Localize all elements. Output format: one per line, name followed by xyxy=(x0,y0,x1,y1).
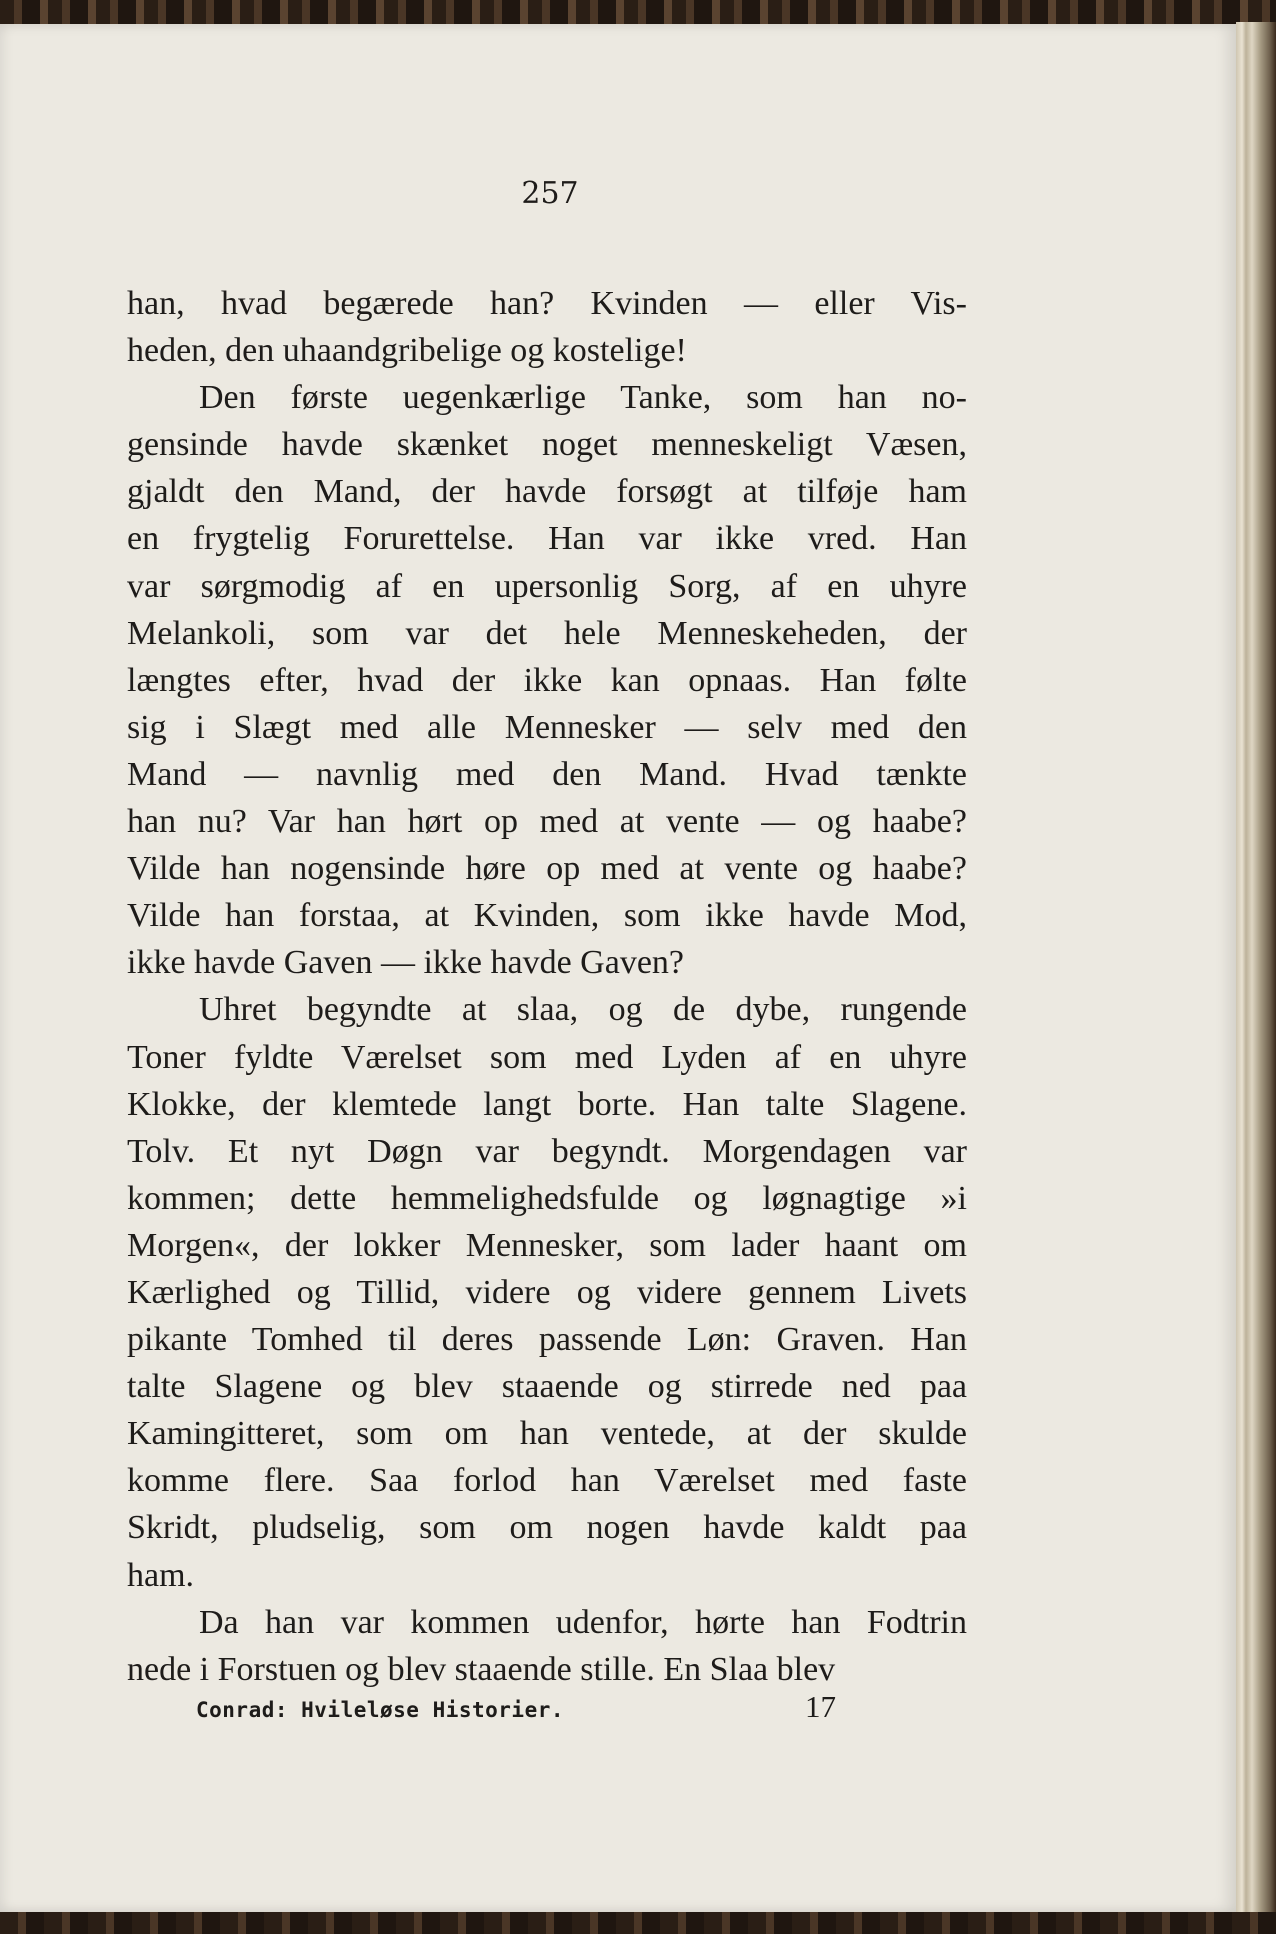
text-line: Toner fyldte Værelset som med Lyden af en uhyre xyxy=(127,1038,967,1076)
text-line: Uhret begyndte at slaa, og de dybe, rungende xyxy=(199,991,967,1029)
paragraph xyxy=(127,280,967,374)
book-bottom-edge xyxy=(0,1912,1276,1934)
text-line: var sørgmodig af en upersonlig Sorg, af en uhyre xyxy=(127,567,967,605)
body-text xyxy=(127,280,967,1693)
text-line: Vilde han nogensinde høre op med at vente og haabe? xyxy=(127,850,967,888)
book-page-edges xyxy=(1236,22,1276,1912)
text-line: han, hvad begærede han? Kvinden — eller Vis- xyxy=(127,285,967,322)
text-line: Den første uegenkærlige Tanke, som han no- xyxy=(199,379,967,417)
text-line: Morgen«, der lokker Mennesker, som lader haant om xyxy=(127,1226,967,1264)
text-line: sig i Slægt med alle Mennesker — selv med den xyxy=(127,708,967,746)
text-line: Vilde han forstaa, at Kvinden, som ikke havde Mod, xyxy=(127,897,967,935)
text-line: Tolv. Et nyt Døgn var begyndt. Morgendagen var xyxy=(127,1132,967,1170)
text-line: en frygtelig Forurettelse. Han var ikke vred. Han xyxy=(127,520,967,558)
text-line: ham. xyxy=(127,1556,195,1594)
page-footer xyxy=(196,1689,836,1725)
text-line: Kamingitteret, som om han ventede, at der skulde xyxy=(127,1415,967,1453)
text-line: Mand — navnlig med den Mand. Hvad tænkte xyxy=(127,755,967,793)
text-line: gensinde havde skænket noget menneskeligt Væsen, xyxy=(127,426,967,464)
text-line: han nu? Var han hørt op med at vente — og haabe? xyxy=(127,803,967,841)
text-line: Melankoli, som var det hele Menneskeheden, der xyxy=(127,614,967,652)
text-line: talte Slagene og blev staaende og stirrede ned paa xyxy=(127,1368,967,1406)
text-line: ikke havde Gaven — ikke havde Gaven? xyxy=(127,944,684,982)
footer-signature: Conrad: Hvileløse Historier. xyxy=(196,1698,565,1722)
text-line: heden, den uhaandgribelige og kostelige! xyxy=(127,332,687,370)
text-line: Kærlighed og Tillid, videre og videre gennem Livets xyxy=(127,1273,967,1311)
paragraph xyxy=(127,986,967,1598)
text-line: kommen; dette hemmelighedsfulde og løgnagtige »i xyxy=(127,1179,967,1217)
book-top-edge xyxy=(0,0,1276,26)
paragraph xyxy=(127,1599,967,1693)
text-line: nede i Forstuen og blev staaende stille. En Slaa blev xyxy=(127,1650,836,1688)
page-number: 257 xyxy=(521,176,579,211)
text-line: gjaldt den Mand, der havde forsøgt at tilføje ham xyxy=(127,473,967,511)
footer-sheet-number: 17 xyxy=(805,1689,836,1724)
text-line: Skridt, pludselig, som om nogen havde kaldt paa xyxy=(127,1509,967,1547)
text-line: Klokke, der klemtede langt borte. Han talte Slagene. xyxy=(127,1085,967,1123)
text-line: komme flere. Saa forlod han Værelset med faste xyxy=(127,1462,967,1500)
text-line: pikante Tomhed til deres passende Løn: Graven. Han xyxy=(127,1321,967,1359)
text-line: længtes efter, hvad der ikke kan opnaas. Han følte xyxy=(127,661,967,699)
paragraph xyxy=(127,374,967,986)
text-line: Da han var kommen udenfor, hørte han Fodtrin xyxy=(199,1603,967,1641)
book-page xyxy=(0,24,1236,1912)
